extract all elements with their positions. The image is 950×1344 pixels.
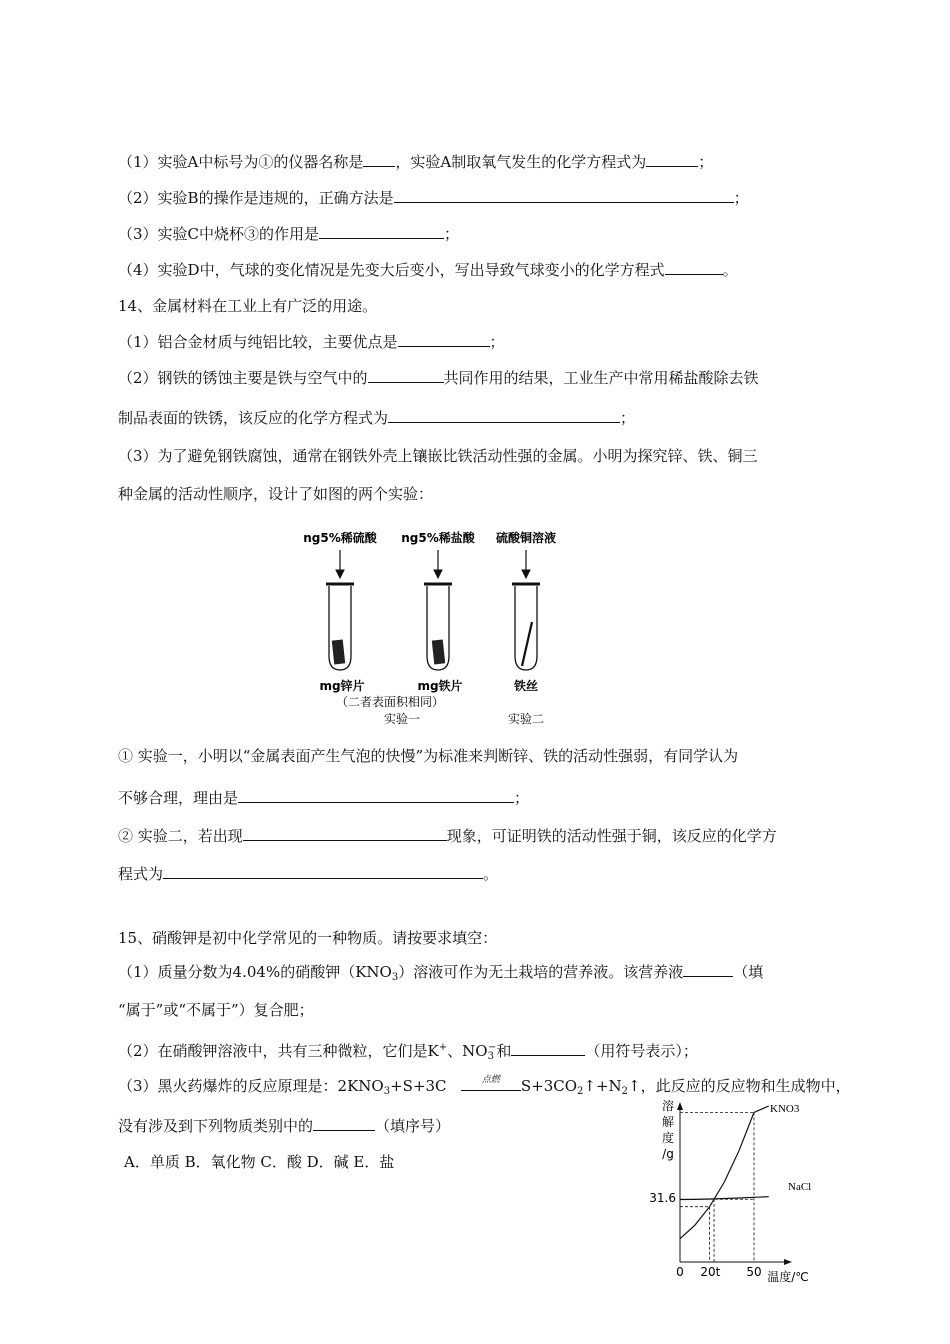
x-tick-50: 50 — [746, 1265, 762, 1279]
label-zinc: mg锌片 — [319, 679, 365, 693]
y-label-char: 度 — [661, 1131, 675, 1145]
x-tick-t: t — [715, 1265, 721, 1279]
q14-part2b: 制品表面的铁锈，该反应的化学方程式为 ； — [118, 409, 636, 427]
answer-blank[interactable] — [683, 962, 733, 977]
q15-part2: （2）在硝酸钾溶液中，共有三种微粒，它们是K+、$NO_3^-$和 （用符号表示）； — [118, 1042, 698, 1062]
reaction-condition: 点燃 — [461, 1082, 521, 1091]
zinc-strip — [332, 639, 345, 664]
q15-part3a: （3）黑火药爆炸的反应原理是：$2KNO_3+S+3C$ 点燃 $S+3CO_2↑+N_2↑$，此反应的反应物和生成物中， — [118, 1075, 851, 1097]
q15-options: A．单质 B．氧化物 C．酸 D．碱 E．盐 — [124, 1153, 395, 1171]
q13-part4: （4）实验D中，气球的变化情况是先变大后变小，写出导致气球变小的化学方程式 。 — [118, 261, 738, 279]
q14-title: 14、金属材料在工业上有广泛的用途。 — [118, 297, 378, 315]
answer-blank[interactable] — [388, 408, 620, 423]
test-tube-cuso4 — [512, 584, 540, 670]
answer-blank[interactable] — [163, 864, 483, 879]
label-acid1: ng5%稀硫酸 — [303, 531, 377, 545]
q15-part1a: （1）质量分数为4.04%的硝酸钾$(KNO_3)$溶液可作为无土栽培的营养液。该营养液 （填 — [118, 963, 764, 983]
label-acid2: ng5%稀盐酸 — [401, 531, 475, 545]
y-label-char: /g — [662, 1147, 674, 1161]
answer-blank[interactable] — [313, 1116, 375, 1131]
kno3-curve — [680, 1106, 769, 1239]
q14-part2a: （2）钢铁的锈蚀主要是铁与空气中的 共同作用的结果，工业生产中常用稀盐酸除去铁 — [118, 369, 759, 387]
y-tick-31-6: 31.6 — [649, 1191, 676, 1205]
answer-blank[interactable] — [238, 788, 514, 803]
experiment-figure — [270, 522, 600, 732]
q15-part1b: “属于”或“不属于”）复合肥； — [118, 1001, 314, 1019]
q14-sub2b: 程式为 。 — [118, 865, 499, 883]
q15-title: 15、硝酸钾是初中化学常见的一种物质。请按要求填空： — [118, 929, 498, 947]
x-axis-label: 温度/℃ — [767, 1270, 809, 1284]
answer-blank[interactable] — [511, 1041, 585, 1056]
nacl-label: NaCl — [788, 1181, 812, 1193]
iron-wire — [522, 622, 532, 666]
y-axis-label — [662, 1098, 674, 1161]
arrow-2 — [434, 550, 442, 578]
answer-blank[interactable] — [394, 188, 734, 203]
x-axis-arrow — [784, 1259, 792, 1265]
q14-sub1b: 不够合理，理由是 ； — [118, 789, 530, 807]
q13-part1: （1）实验A中标号为①的仪器名称是 ，实验A制取氧气发生的化学方程式为 ； — [118, 153, 714, 171]
answer-blank[interactable] — [368, 368, 444, 383]
y-label-char: 溶 — [661, 1099, 675, 1113]
q14-sub1a: ① 实验一，小明以“金属表面产生气泡的快慢”为标准来判断锌、铁的活动性强弱，有同学认为 — [118, 747, 739, 765]
answer-blank[interactable] — [319, 224, 444, 239]
q13-part2: （2）实验B的操作是违规的，正确方法是 ； — [118, 189, 749, 207]
nacl-curve — [680, 1197, 769, 1200]
answer-blank[interactable] — [398, 332, 490, 347]
q13-part3: （3）实验C中烧杯③的作用是 ； — [118, 225, 460, 243]
arrow-1 — [336, 550, 344, 578]
q14-part1: （1）铝合金材质与纯铝比较，主要优点是 ； — [118, 333, 505, 351]
label-exp1: 实验一 — [383, 712, 421, 726]
arrow-3 — [522, 550, 530, 578]
answer-blank[interactable] — [243, 826, 447, 841]
y-label-char: 解 — [661, 1115, 675, 1129]
label-exp2: 实验二 — [507, 712, 545, 726]
guide-lines — [680, 1112, 754, 1262]
y-axis-arrow — [677, 1102, 683, 1110]
answer-blank[interactable] — [665, 260, 723, 275]
label-wire: 铁丝 — [513, 679, 539, 693]
answer-blank[interactable] — [646, 152, 698, 167]
kno3-label: KNO3 — [770, 1103, 800, 1115]
x-tick-0: 0 — [676, 1265, 684, 1279]
answer-blank[interactable] — [363, 152, 395, 167]
x-tick-20: 20 — [700, 1265, 716, 1279]
q14-part3a: （3）为了避免钢铁腐蚀，通常在钢铁外壳上镶嵌比铁活动性强的金属。小明为探究锌、铁、铜三 — [118, 447, 758, 465]
iron-strip — [432, 639, 445, 664]
q14-sub2a: ② 实验二，若出现 现象，可证明铁的活动性强于铜，该反应的化学方 — [118, 827, 777, 845]
label-iron: mg铁片 — [417, 679, 463, 693]
q14-part3b: 种金属的活动性顺序，设计了如图的两个实验： — [118, 485, 434, 503]
q15-part3b: 没有涉及到下列物质类别中的 （填序号） — [118, 1117, 451, 1135]
solubility-chart — [638, 1098, 838, 1288]
label-same-area: （二者表面积相同） — [335, 695, 445, 709]
label-cuso4: 硫酸铜溶液 — [495, 531, 557, 545]
